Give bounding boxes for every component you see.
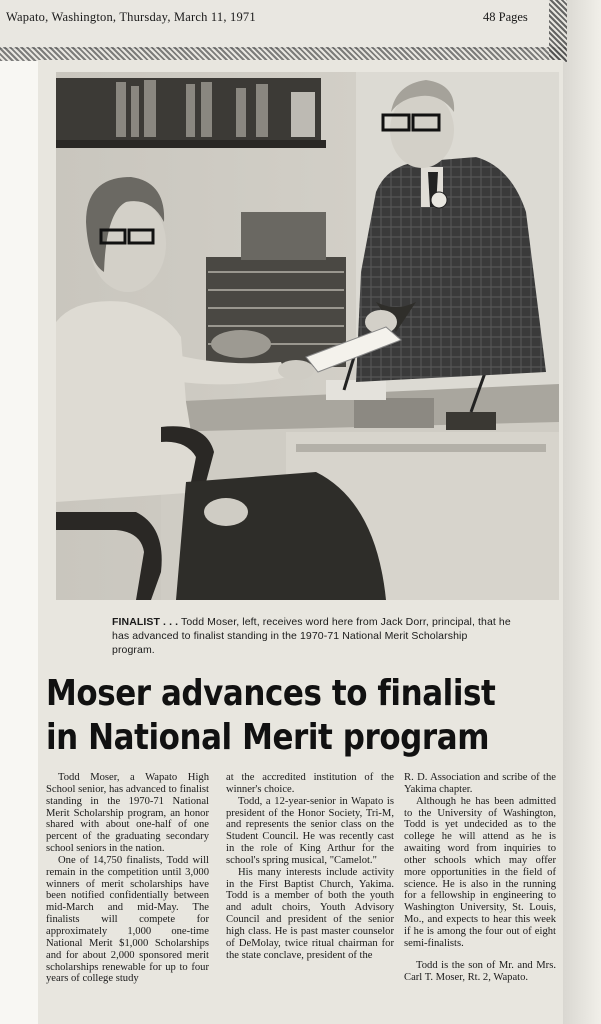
masthead [0, 0, 566, 49]
masthead-pages: 48 Pages [483, 10, 528, 24]
headline-line-1: Moser advances to finalist [46, 673, 496, 714]
masthead-dateline: Wapato, Washington, Thursday, March 11, 1971 [6, 10, 256, 24]
paragraph: Although he has been admitted to the University of Washington, Todd is yet undecided as to the college he will attend as he is awaiting word from inquiries to other schools which may offer more opportunities in the field of science. He is also in the running for a fellowship in engineering to Washington University, St. Louis, Mo., and expects to hear this week if he is among the four out of eight semi-finalists. [404, 795, 556, 949]
paragraph: R. D. Association and scribe of the Yakima chapter. [404, 772, 556, 795]
paragraph: Todd, a 12-year-senior in Wapato is president of the Honor Society, Tri-M, and represents the senior class on the Student Council. He was recently cast in the role of King Arthur for the school's spring musical, "Camelot." [226, 795, 394, 866]
article-column-1 [46, 772, 209, 985]
caption-lead: FINALIST . . . [112, 616, 179, 628]
paragraph: Todd Moser, a Wapato High School senior, has advanced to finalist standing in the 1970-71 National Merit Scholarship program, an honor shared with about one-half of one percent of the graduating secondary school seniors in the nation. [46, 772, 209, 855]
caption-text: Todd Moser, left, receives word here from Jack Dorr, principal, that he has advanced to finalist standing in the 1970-71 National Merit Scholarship program. [112, 616, 511, 656]
photo-illustration [56, 72, 559, 600]
background-margin-left [0, 60, 38, 1024]
paragraph: One of 14,750 finalists, Todd will remain in the competition until 3,000 winners of merit scholarships have been notified confidentially between mid-March and mid-May. The finalists will compete for approximately 1,000 one-time National Merit $1,000 Scholarships and for about 2,000 sponsored merit scholarships renewable for up to four years of college study [46, 854, 209, 985]
photo-caption [112, 615, 512, 657]
article-column-2 [226, 772, 394, 962]
article-headline [46, 672, 496, 760]
paragraph: at the accredited institution of the winner's choice. [226, 772, 394, 795]
article-photo [56, 72, 559, 600]
masthead-hatch-corner [549, 0, 567, 62]
paragraph: His many interests include activity in the First Baptist Church, Yakima. Todd is a member of both the youth and adult choirs, Youth Advisory Council and president of the senior high class. He is past master counselor of DeMolay, twice ritual chairman for the state conclave, president of the [226, 866, 394, 961]
article-column-3 [404, 772, 556, 983]
background-margin-right [563, 0, 601, 1024]
masthead-hatch-border [0, 47, 566, 61]
paragraph: Todd is the son of Mr. and Mrs. Carl T. Moser, Rt. 2, Wapato. [404, 959, 556, 983]
headline-line-2: in National Merit program [46, 717, 490, 758]
